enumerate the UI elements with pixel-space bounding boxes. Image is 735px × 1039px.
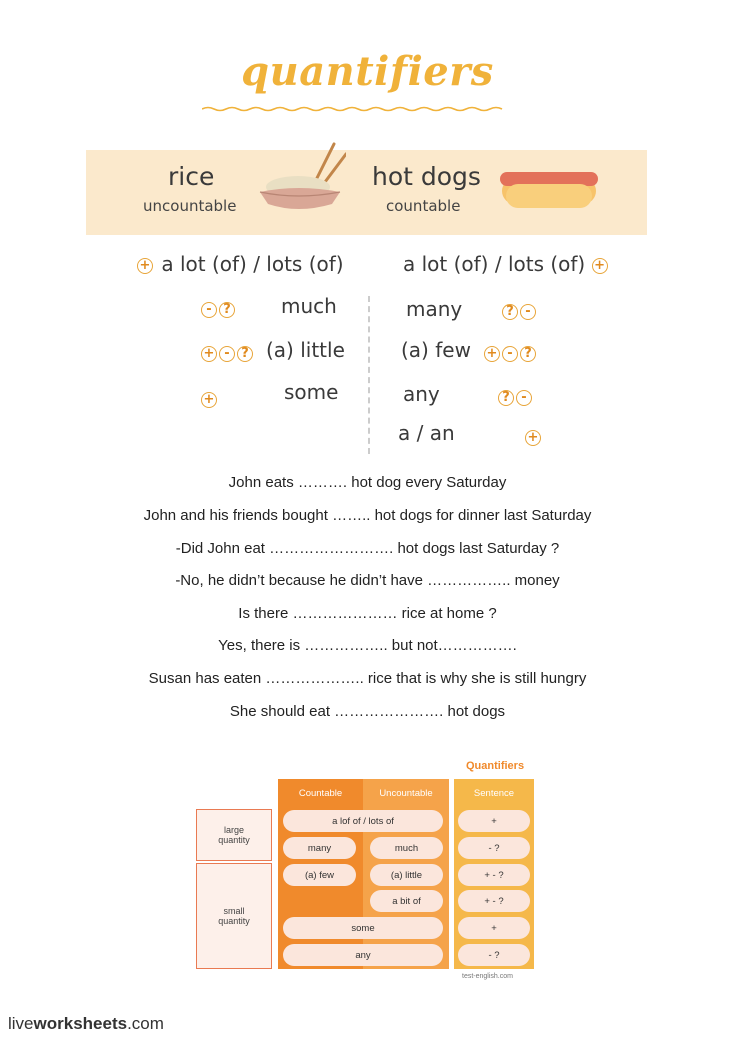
sentence-6: Yes, there is …………….. but not……………. — [218, 637, 517, 654]
symbols-little — [201, 343, 255, 362]
header-sentence: Sentence — [473, 788, 515, 799]
footer-prefix: live — [8, 1014, 34, 1033]
cell-some: some — [283, 917, 443, 939]
countable-label: countable — [386, 197, 461, 215]
symbols-some — [201, 389, 219, 408]
plus-icon: + — [525, 430, 541, 446]
rule-little: (a) little — [266, 338, 345, 362]
label-large-quantity: large quantity — [196, 809, 272, 861]
sentence-8: She should eat …………………. hot dogs — [229, 703, 506, 720]
rule-much: much — [281, 294, 337, 318]
uncountable-label: uncountable — [143, 197, 237, 215]
minus-icon: - — [219, 346, 235, 362]
sentence-7: Susan has eaten ……………….. rice that is why she is still hungry — [148, 670, 587, 687]
column-divider — [368, 296, 370, 454]
symbols-much — [201, 299, 237, 318]
symbols-any — [498, 387, 534, 406]
chart-title: Quantifiers — [466, 760, 525, 772]
question-icon: ? — [520, 346, 536, 362]
mark-many-much: - ? — [458, 837, 530, 859]
minus-icon: - — [201, 302, 217, 318]
chart-credit: test-english.com — [462, 973, 513, 980]
hot-dogs-label: hot dogs — [372, 162, 481, 191]
minus-icon: - — [520, 304, 536, 320]
rule-many: many — [406, 297, 463, 321]
plus-icon: + — [201, 392, 217, 408]
rice-label: rice — [168, 162, 215, 191]
header-countable: Countable — [298, 788, 343, 799]
footer-suffix: .com — [127, 1014, 164, 1033]
plus-icon: + — [592, 258, 608, 274]
cell-many: many — [283, 837, 356, 859]
minus-icon: - — [502, 346, 518, 362]
mark-some: + — [458, 917, 530, 939]
sentence-4: -No, he didn’t because he didn’t have …………….. money — [175, 572, 560, 589]
sentence-2: John and his friends bought …….. hot dogs for dinner last Saturday — [143, 507, 592, 524]
footer-bold: worksheets — [33, 1014, 128, 1033]
sentence-5: Is there ………………… rice at home ? — [238, 605, 497, 622]
rule-a-an: a / an — [398, 421, 455, 445]
mark-lot: + — [458, 810, 530, 832]
header-uncountable: Uncountable — [379, 788, 433, 799]
question-icon: ? — [502, 304, 518, 320]
symbols-many — [502, 301, 538, 320]
rule-text: a lot (of) / lots (of) — [403, 252, 586, 276]
rule-text: a lot (of) / lots (of) — [161, 252, 344, 276]
label-small-quantity: small quantity — [196, 863, 272, 969]
plus-icon: + — [201, 346, 217, 362]
hot-dog-icon — [498, 162, 600, 214]
rule-few: (a) few — [401, 338, 471, 362]
mark-few-little: + - ? — [458, 864, 530, 886]
rice-bowl-icon — [256, 140, 346, 215]
plus-icon: + — [137, 258, 153, 274]
rule-some: some — [284, 380, 339, 404]
question-icon: ? — [498, 390, 514, 406]
question-icon: ? — [219, 302, 235, 318]
cell-a-lot-of: a lof of / lots of — [283, 810, 443, 832]
rule-any: any — [403, 382, 440, 406]
plus-icon: + — [484, 346, 500, 362]
cell-a-few: (a) few — [283, 864, 356, 886]
rule-top-left — [137, 252, 344, 276]
symbols-few — [484, 343, 538, 362]
title-underline — [202, 106, 504, 112]
cell-a-little: (a) little — [370, 864, 443, 886]
sentence-3: -Did John eat ……………………. hot dogs last Saturday ? — [175, 540, 560, 557]
mark-any: - ? — [458, 944, 530, 966]
rule-top-right — [403, 252, 610, 276]
footer-brand[interactable] — [8, 1014, 164, 1034]
mark-bit: + - ? — [458, 890, 530, 912]
minus-icon: - — [516, 390, 532, 406]
cell-any: any — [283, 944, 443, 966]
sentence-1: John eats ………. hot dog every Saturday — [228, 474, 507, 491]
page-title: quantifiers — [241, 48, 494, 95]
question-icon: ? — [237, 346, 253, 362]
symbols-a-an — [525, 427, 543, 446]
cell-a-bit-of: a bit of — [370, 890, 443, 912]
quantifiers-chart — [190, 755, 540, 987]
cell-much: much — [370, 837, 443, 859]
